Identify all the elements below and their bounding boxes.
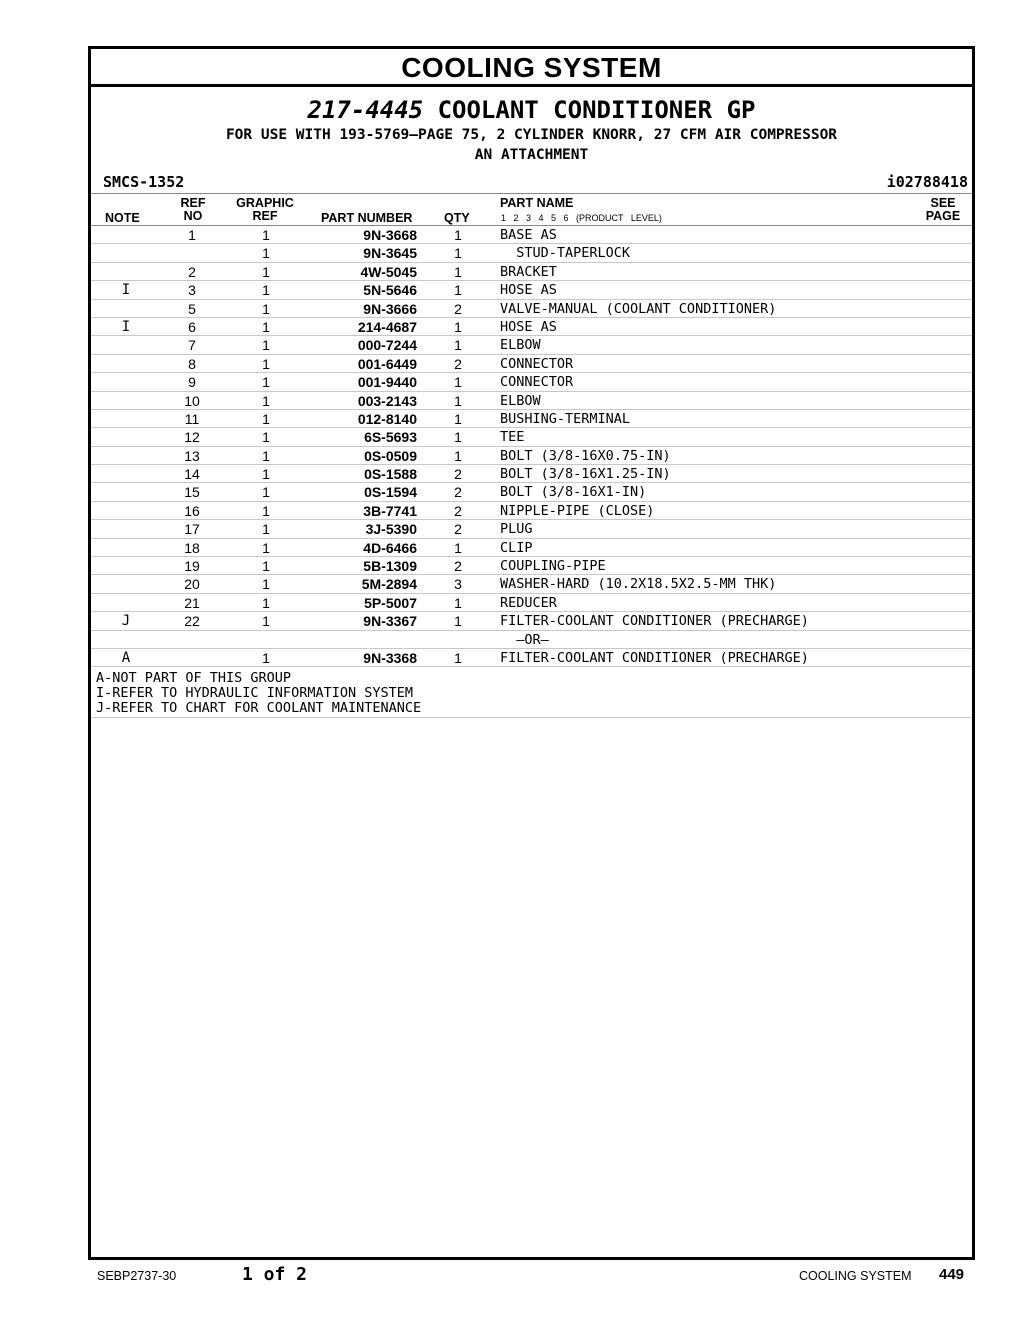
cell-ref-no: 12 bbox=[184, 429, 200, 446]
footer-page-of: 1 of 2 bbox=[242, 1264, 308, 1285]
table-row bbox=[91, 594, 972, 612]
table-row bbox=[91, 539, 972, 557]
header-graphic-ref bbox=[234, 197, 296, 223]
cell-qty: 2 bbox=[454, 466, 462, 483]
table-row bbox=[91, 520, 972, 538]
cell-part-number: 003-2143 bbox=[357, 392, 417, 409]
illustration-id: i02788418 bbox=[886, 173, 968, 191]
cell-graphic-ref: 1 bbox=[262, 576, 270, 593]
table-row bbox=[91, 631, 972, 649]
cell-qty: 2 bbox=[454, 484, 462, 501]
cell-note: J bbox=[121, 613, 131, 630]
cell-part-number: 0S-1588 bbox=[364, 466, 417, 483]
cell-part-name: BRACKET bbox=[500, 263, 557, 280]
header-graphic-ref-line1: GRAPHIC bbox=[236, 196, 294, 210]
header-see-page bbox=[918, 197, 968, 223]
cell-qty: 2 bbox=[454, 521, 462, 538]
cell-note: A bbox=[121, 649, 131, 666]
cell-graphic-ref: 1 bbox=[262, 558, 270, 575]
cell-part-name: BOLT (3/8-16X0.75-IN) bbox=[500, 447, 671, 464]
cell-ref-no: 19 bbox=[184, 558, 200, 575]
table-row bbox=[91, 336, 972, 354]
header-ref-no bbox=[180, 197, 206, 223]
group-title bbox=[91, 95, 972, 125]
cell-qty: 2 bbox=[454, 558, 462, 575]
cell-part-name: CLIP bbox=[500, 539, 533, 556]
cell-part-name: VALVE-MANUAL (COOLANT CONDITIONER) bbox=[500, 300, 777, 317]
header-see-page-line1: SEE bbox=[930, 196, 956, 210]
table-row bbox=[91, 557, 972, 575]
cell-ref-no: 10 bbox=[184, 392, 200, 409]
use-line: FOR USE WITH 193-5769—PAGE 75, 2 CYLINDER KNORR, 27 CFM AIR COMPRESSOR bbox=[225, 127, 838, 143]
cell-part-number: 4D-6466 bbox=[363, 539, 417, 556]
cell-graphic-ref: 1 bbox=[262, 447, 270, 464]
cell-ref-no: 13 bbox=[184, 447, 200, 464]
cell-part-name: HOSE AS bbox=[500, 282, 557, 299]
cell-part-number: 0S-1594 bbox=[364, 484, 417, 501]
cell-part-number: 5N-5646 bbox=[363, 282, 417, 299]
cell-note: I bbox=[121, 282, 131, 299]
cell-qty: 2 bbox=[454, 502, 462, 519]
cell-part-name: FILTER-COOLANT CONDITIONER (PRECHARGE) bbox=[500, 613, 809, 630]
header-ref-no-line2: NO bbox=[183, 209, 203, 223]
smcs-code: SMCS-1352 bbox=[103, 173, 185, 191]
header-graphic-ref-line2: REF bbox=[252, 209, 278, 223]
id-row bbox=[91, 171, 972, 193]
cell-ref-no: 8 bbox=[188, 355, 196, 372]
cell-part-name: BUSHING-TERMINAL bbox=[500, 410, 631, 427]
cell-graphic-ref: 1 bbox=[262, 337, 270, 354]
cell-part-number: 4W-5045 bbox=[360, 263, 417, 280]
cell-part-name: TEE bbox=[500, 429, 525, 446]
cell-part-name: CONNECTOR bbox=[500, 374, 574, 391]
table-row bbox=[91, 300, 972, 318]
cell-part-name: REDUCER bbox=[500, 594, 557, 611]
cell-part-number: 001-9440 bbox=[357, 374, 417, 391]
cell-qty: 2 bbox=[454, 355, 462, 372]
cell-part-name: NIPPLE-PIPE (CLOSE) bbox=[500, 502, 655, 519]
cell-graphic-ref: 1 bbox=[262, 613, 270, 630]
cell-ref-no: 9 bbox=[188, 374, 196, 391]
cell-graphic-ref: 1 bbox=[262, 521, 270, 538]
cell-part-name: STUD-TAPERLOCK bbox=[500, 245, 631, 262]
cell-qty: 1 bbox=[454, 410, 462, 427]
cell-part-name: BASE AS bbox=[500, 227, 557, 243]
table-row bbox=[91, 244, 972, 262]
cell-qty: 1 bbox=[454, 245, 462, 262]
note-line: A-NOT PART OF THIS GROUP bbox=[96, 670, 292, 687]
cell-part-number: 9N-3668 bbox=[363, 227, 417, 243]
cell-part-name: BOLT (3/8-16X1-IN) bbox=[500, 484, 647, 501]
cell-graphic-ref: 1 bbox=[262, 466, 270, 483]
table-row bbox=[91, 465, 972, 483]
cell-ref-no: 21 bbox=[184, 594, 200, 611]
cell-qty: 1 bbox=[454, 318, 462, 335]
table-row bbox=[91, 263, 972, 281]
cell-qty: 1 bbox=[454, 337, 462, 354]
cell-part-number: 5B-1309 bbox=[363, 558, 417, 575]
cell-qty: 2 bbox=[454, 300, 462, 317]
cell-graphic-ref: 1 bbox=[262, 410, 270, 427]
cell-part-name: BOLT (3/8-16X1.25-IN) bbox=[500, 466, 671, 483]
cell-graphic-ref: 1 bbox=[262, 649, 270, 666]
cell-qty: 1 bbox=[454, 594, 462, 611]
cell-graphic-ref: 1 bbox=[262, 355, 270, 372]
cell-part-name: ELBOW bbox=[500, 337, 541, 354]
cell-qty: 1 bbox=[454, 374, 462, 391]
cell-part-number: 0S-0509 bbox=[364, 447, 417, 464]
cell-ref-no: 17 bbox=[184, 521, 200, 538]
table-row bbox=[91, 318, 972, 336]
table-row bbox=[91, 612, 972, 630]
cell-part-number: 012-8140 bbox=[357, 410, 417, 427]
cell-ref-no: 5 bbox=[188, 300, 196, 317]
cell-graphic-ref: 1 bbox=[262, 318, 270, 335]
cell-part-name: CONNECTOR bbox=[500, 355, 574, 372]
cell-qty: 1 bbox=[454, 539, 462, 556]
footer-page-number: 449 bbox=[939, 1266, 965, 1283]
cell-note: I bbox=[121, 318, 131, 335]
parts-table-body bbox=[91, 226, 972, 667]
cell-graphic-ref: 1 bbox=[262, 484, 270, 501]
cell-part-number: 5P-5007 bbox=[364, 594, 417, 611]
cell-part-number: 3J-5390 bbox=[365, 521, 417, 538]
cell-ref-no: 7 bbox=[188, 337, 196, 354]
cell-qty: 1 bbox=[454, 263, 462, 280]
table-row bbox=[91, 649, 972, 667]
cell-ref-no: 6 bbox=[188, 318, 196, 335]
header-see-page-line2: PAGE bbox=[925, 209, 961, 223]
cell-part-number: 001-6449 bbox=[357, 355, 417, 372]
cell-part-name: WASHER-HARD (10.2X18.5X2.5-MM THK) bbox=[500, 576, 777, 593]
cell-part-number: 6S-5693 bbox=[364, 429, 417, 446]
attachment-line: AN ATTACHMENT bbox=[474, 147, 589, 163]
cell-part-name: PLUG bbox=[500, 521, 533, 538]
cell-qty: 1 bbox=[454, 613, 462, 630]
cell-graphic-ref: 1 bbox=[262, 227, 270, 243]
cell-graphic-ref: 1 bbox=[262, 539, 270, 556]
cell-qty: 1 bbox=[454, 447, 462, 464]
cell-qty: 1 bbox=[454, 227, 462, 243]
cell-part-number: 3B-7741 bbox=[363, 502, 417, 519]
table-row bbox=[91, 410, 972, 428]
parts-page-frame bbox=[88, 46, 975, 1260]
table-row bbox=[91, 355, 972, 373]
cell-part-number: 214-4687 bbox=[357, 318, 417, 335]
cell-part-number: 9N-3367 bbox=[363, 613, 417, 630]
cell-ref-no: 16 bbox=[184, 502, 200, 519]
cell-part-name: ELBOW bbox=[500, 392, 541, 409]
cell-qty: 3 bbox=[454, 576, 462, 593]
cell-ref-no: 14 bbox=[184, 466, 200, 483]
cell-part-name: —OR— bbox=[500, 631, 549, 648]
header-part-name: PART NAME bbox=[500, 196, 574, 210]
cell-graphic-ref: 1 bbox=[262, 245, 270, 262]
note-line: I-REFER TO HYDRAULIC INFORMATION SYSTEM bbox=[96, 685, 413, 702]
notes-block bbox=[91, 667, 972, 718]
cell-part-number: 9N-3645 bbox=[363, 245, 417, 262]
table-row bbox=[91, 373, 972, 391]
header-part-number: PART NUMBER bbox=[321, 211, 413, 225]
cell-ref-no: 1 bbox=[188, 227, 196, 243]
table-row bbox=[91, 226, 972, 244]
cell-part-name: FILTER-COOLANT CONDITIONER (PRECHARGE) bbox=[500, 649, 809, 666]
cell-ref-no: 15 bbox=[184, 484, 200, 501]
cell-ref-no: 3 bbox=[188, 282, 196, 299]
footer-doc-number: SEBP2737-30 bbox=[97, 1269, 177, 1283]
table-row bbox=[91, 428, 972, 446]
table-row bbox=[91, 447, 972, 465]
header-note: NOTE bbox=[105, 211, 140, 225]
cell-qty: 1 bbox=[454, 392, 462, 409]
table-header bbox=[91, 193, 972, 226]
header-qty: QTY bbox=[444, 211, 470, 225]
table-row bbox=[91, 281, 972, 299]
cell-graphic-ref: 1 bbox=[262, 392, 270, 409]
cell-ref-no: 2 bbox=[188, 263, 196, 280]
table-row bbox=[91, 575, 972, 593]
cell-graphic-ref: 1 bbox=[262, 300, 270, 317]
cell-part-name: COUPLING-PIPE bbox=[500, 558, 606, 575]
cell-part-number: 9N-3368 bbox=[363, 649, 417, 666]
cell-ref-no: 22 bbox=[184, 613, 200, 630]
note-line: J-REFER TO CHART FOR COOLANT MAINTENANCE bbox=[96, 700, 422, 717]
section-title: COOLING SYSTEM bbox=[91, 49, 972, 87]
table-row bbox=[91, 483, 972, 501]
cell-ref-no: 20 bbox=[184, 576, 200, 593]
page-footer bbox=[0, 1262, 1020, 1292]
cell-ref-no: 11 bbox=[184, 410, 200, 427]
table-row bbox=[91, 392, 972, 410]
cell-part-number: 000-7244 bbox=[357, 337, 417, 354]
group-name: COOLANT CONDITIONER GP bbox=[437, 96, 756, 124]
header-product-levels: 1 2 3 4 5 6 (PRODUCT LEVEL) bbox=[501, 213, 662, 223]
table-row bbox=[91, 502, 972, 520]
cell-graphic-ref: 1 bbox=[262, 263, 270, 280]
cell-graphic-ref: 1 bbox=[262, 282, 270, 299]
cell-graphic-ref: 1 bbox=[262, 594, 270, 611]
cell-qty: 1 bbox=[454, 282, 462, 299]
footer-section: COOLING SYSTEM bbox=[799, 1269, 912, 1283]
cell-part-number: 9N-3666 bbox=[363, 300, 417, 317]
cell-part-number: 5M-2894 bbox=[361, 576, 417, 593]
cell-graphic-ref: 1 bbox=[262, 502, 270, 519]
cell-graphic-ref: 1 bbox=[262, 374, 270, 391]
cell-qty: 1 bbox=[454, 429, 462, 446]
cell-graphic-ref: 1 bbox=[262, 429, 270, 446]
cell-part-name: HOSE AS bbox=[500, 318, 557, 335]
header-ref-no-line1: REF bbox=[180, 196, 206, 210]
group-number: 217-4445 bbox=[307, 96, 424, 124]
cell-ref-no: 18 bbox=[184, 539, 200, 556]
cell-qty: 1 bbox=[454, 649, 462, 666]
